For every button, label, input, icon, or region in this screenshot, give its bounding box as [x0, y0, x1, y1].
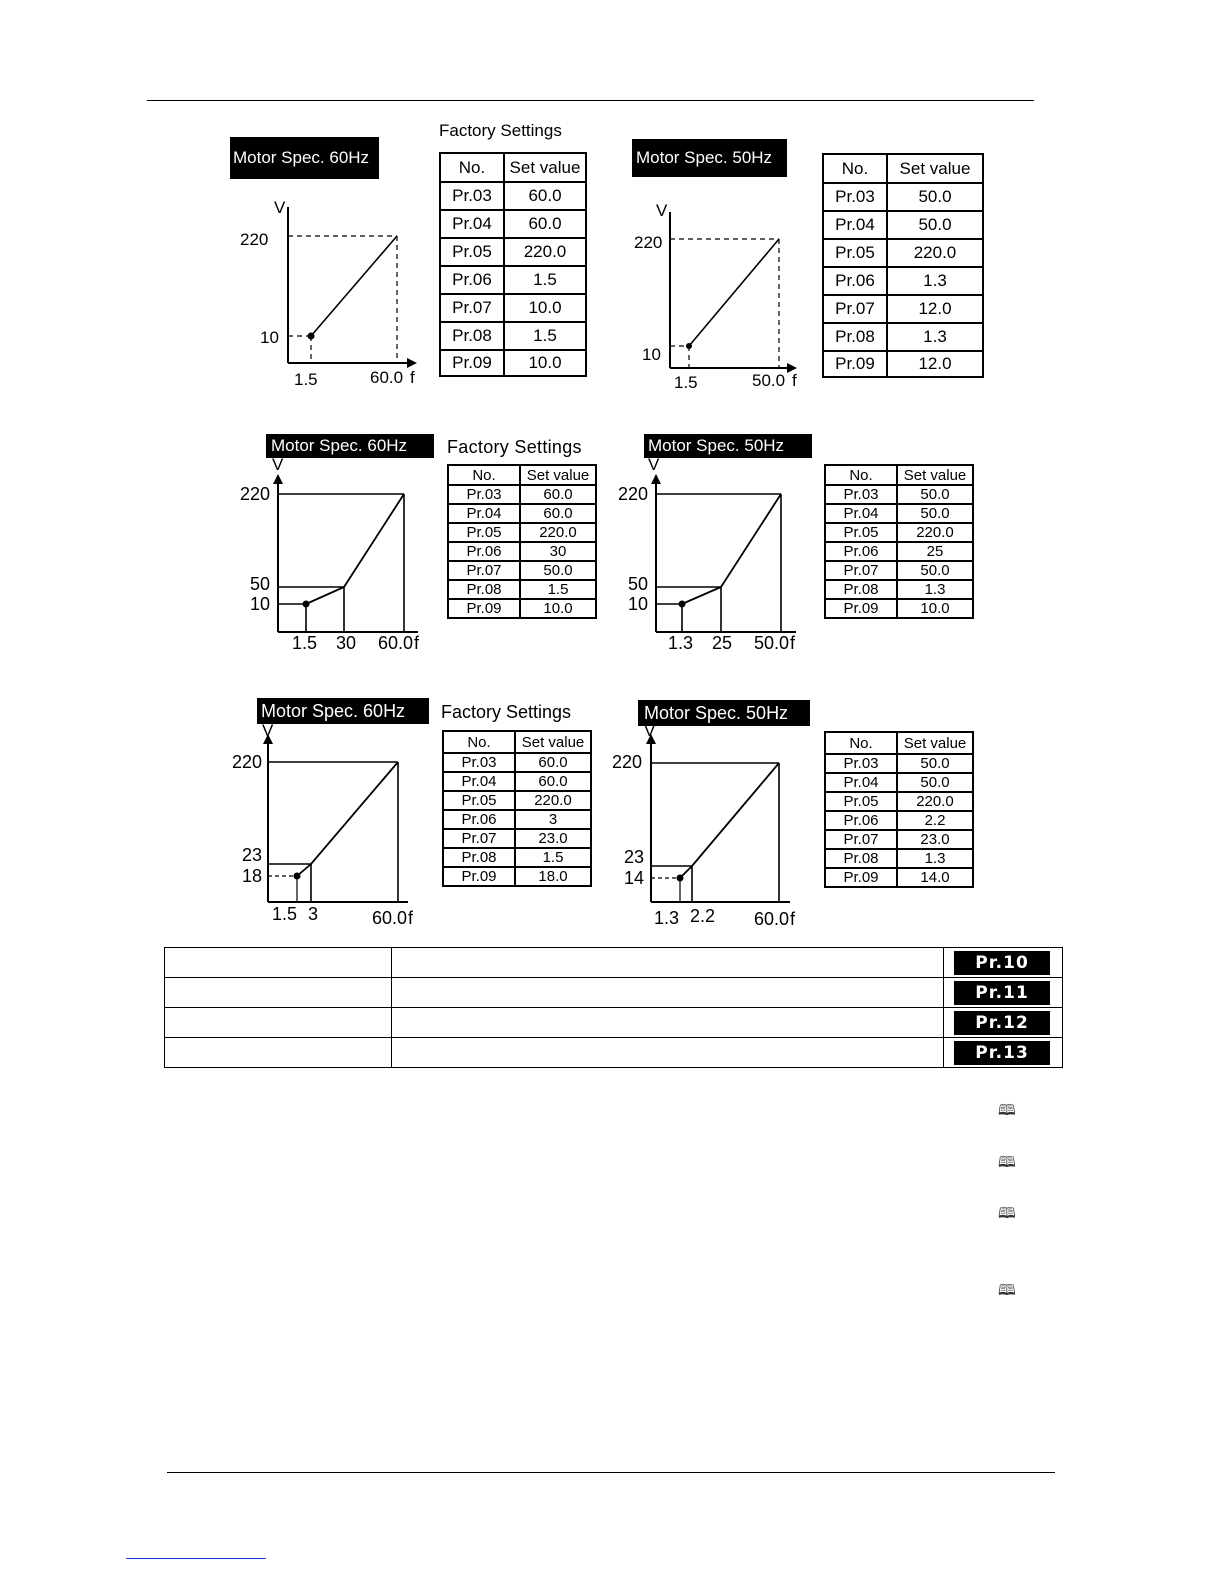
x-tick-1.3: 1.3 — [654, 908, 680, 928]
x-tick-1.3: 1.3 — [668, 633, 694, 653]
factory-settings-title: Factory Settings — [439, 121, 562, 140]
y-axis-label: V — [262, 721, 274, 740]
table-row — [165, 1008, 1063, 1038]
y-tick-220: 220 — [232, 752, 263, 772]
y-tick-10: 10 — [628, 594, 649, 614]
factory-settings-title: Factory Settings — [441, 702, 572, 722]
settings-table-r1-50: No. Set value Pr.03 50.0 Pr.04 50.0 Pr.05 220.0 Pr.06 1.3 Pr.07 12.0 Pr.08 1.3 Pr.09 12.0 — [822, 153, 984, 378]
x-tick-25: 25 — [712, 633, 733, 653]
y-tick-220: 220 — [240, 230, 269, 249]
y-axis-label: V — [656, 201, 668, 220]
settings-table-r3-60: No. Set value Pr.03 60.0 Pr.04 60.0 Pr.05 220.0 Pr.06 3 Pr.07 23.0 Pr.08 1.5 Pr.09 18.0 — [442, 730, 592, 887]
x-tick-30: 30 — [336, 633, 357, 653]
panel-title-r1-50: Motor Spec. 50Hz — [632, 139, 787, 177]
vf-graph-r2-50 — [616, 456, 816, 656]
y-axis-label: V — [272, 455, 284, 474]
table-row — [165, 948, 1063, 978]
x-tick-60.0: 60.0 — [372, 908, 408, 928]
y-axis-arrow-icon — [651, 474, 661, 484]
y-tick-220: 220 — [634, 233, 663, 252]
x-axis-label: f — [410, 368, 415, 387]
footer-rule — [167, 1472, 1055, 1473]
vf-graph-r1-60 — [232, 195, 432, 395]
vf-curve — [689, 239, 779, 346]
param-description — [392, 978, 944, 1008]
panel-title-r2-60: Motor Spec. 60Hz — [266, 434, 434, 458]
param-description — [392, 948, 944, 978]
x-tick-1.5: 1.5 — [292, 633, 318, 653]
x-tick-2.2: 2.2 — [690, 906, 716, 926]
table-row — [165, 1038, 1063, 1068]
x-tick-60.0: 60.0 — [754, 909, 790, 929]
x-tick-1.5: 1.5 — [674, 373, 698, 392]
y-tick-220: 220 — [618, 484, 649, 504]
vf-point — [303, 601, 310, 608]
y-tick-50: 50 — [628, 574, 649, 594]
param-name — [165, 1008, 392, 1038]
x-tick-60.0: 60.0 — [378, 633, 414, 653]
vf-point — [677, 875, 684, 882]
x-axis-arrow-icon — [407, 358, 417, 368]
vf-graph-r2-60 — [236, 456, 436, 656]
x-tick-3: 3 — [308, 904, 319, 924]
settings-table-r3-50: No. Set value Pr.03 50.0 Pr.04 50.0 Pr.05 220.0 Pr.06 2.2 Pr.07 23.0 Pr.08 1.3 Pr.09 14.0 — [824, 731, 974, 888]
x-axis-label: f — [408, 908, 414, 928]
vf-graph-r3-50 — [610, 722, 820, 932]
vf-curve — [311, 236, 397, 336]
x-tick-1.5: 1.5 — [272, 904, 298, 924]
param-description — [392, 1038, 944, 1068]
param-code-badge: Pr.11 — [954, 981, 1050, 1005]
x-axis-label: f — [414, 633, 420, 653]
x-axis-label: f — [790, 633, 796, 653]
book-icon: 🕮 — [998, 1204, 1016, 1222]
vf-graph-r1-50 — [632, 198, 832, 398]
parameter-table — [164, 947, 1063, 1068]
y-axis-arrow-icon — [273, 474, 283, 484]
x-tick-60.0: 60.0 — [370, 368, 404, 387]
y-tick-50: 50 — [250, 574, 271, 594]
header-rule — [147, 100, 1034, 101]
panel-title-r3-50: Motor Spec. 50Hz — [638, 700, 810, 726]
param-description — [392, 1008, 944, 1038]
vf-graph-r3-60 — [228, 722, 438, 932]
y-tick-14: 14 — [624, 868, 645, 888]
table-row — [165, 978, 1063, 1008]
book-icon: 🕮 — [998, 1281, 1016, 1299]
y-tick-10: 10 — [250, 594, 271, 614]
panel-title-r3-60: Motor Spec. 60Hz — [257, 698, 429, 724]
x-tick-50.0: 50.0 — [754, 633, 790, 653]
y-tick-23: 23 — [624, 847, 645, 867]
factory-settings-title: Factory Settings — [447, 437, 582, 457]
book-icon: 🕮 — [998, 1153, 1016, 1171]
y-axis-label: V — [274, 198, 286, 217]
vf-point — [679, 601, 686, 608]
y-tick-10: 10 — [260, 328, 279, 347]
y-tick-10: 10 — [642, 345, 661, 364]
x-axis-label: f — [792, 371, 797, 390]
y-tick-220: 220 — [240, 484, 271, 504]
vf-point — [686, 343, 692, 349]
x-tick-50.0: 50.0 — [752, 371, 786, 390]
settings-table-r2-50: No. Set value Pr.03 50.0 Pr.04 50.0 Pr.05 220.0 Pr.06 25 Pr.07 50.0 Pr.08 1.3 Pr.09 10.0 — [824, 464, 974, 619]
param-name — [165, 948, 392, 978]
param-code-badge: Pr.12 — [954, 1011, 1050, 1035]
x-axis-label: f — [790, 909, 796, 929]
y-tick-18: 18 — [242, 866, 263, 886]
vf-curve — [680, 763, 779, 878]
book-icon: 🕮 — [998, 1101, 1016, 1119]
panel-title-r2-50: Motor Spec. 50Hz — [644, 434, 812, 458]
param-code-badge: Pr.13 — [954, 1041, 1050, 1065]
vf-point — [308, 333, 315, 340]
param-code-badge: Pr.10 — [954, 951, 1050, 975]
y-tick-23: 23 — [242, 845, 263, 865]
settings-table-r2-60: No. Set value Pr.03 60.0 Pr.04 60.0 Pr.05 220.0 Pr.06 30 Pr.07 50.0 Pr.08 1.5 Pr.09 10.0 — [447, 464, 597, 619]
y-axis-label: V — [644, 721, 656, 740]
param-name — [165, 1038, 392, 1068]
x-tick-1.5: 1.5 — [294, 370, 318, 389]
vf-curve — [297, 762, 398, 876]
settings-table-r1-60: No. Set value Pr.03 60.0 Pr.04 60.0 Pr.05 220.0 Pr.06 1.5 Pr.07 10.0 Pr.08 1.5 Pr.09 10.0 — [439, 152, 587, 377]
vf-point — [294, 873, 301, 880]
y-axis-label: V — [648, 455, 660, 474]
panel-title-r1-60: Motor Spec. 60Hz — [230, 137, 379, 179]
footer-link-underline — [126, 1558, 266, 1559]
param-name — [165, 978, 392, 1008]
y-tick-220: 220 — [612, 752, 643, 772]
